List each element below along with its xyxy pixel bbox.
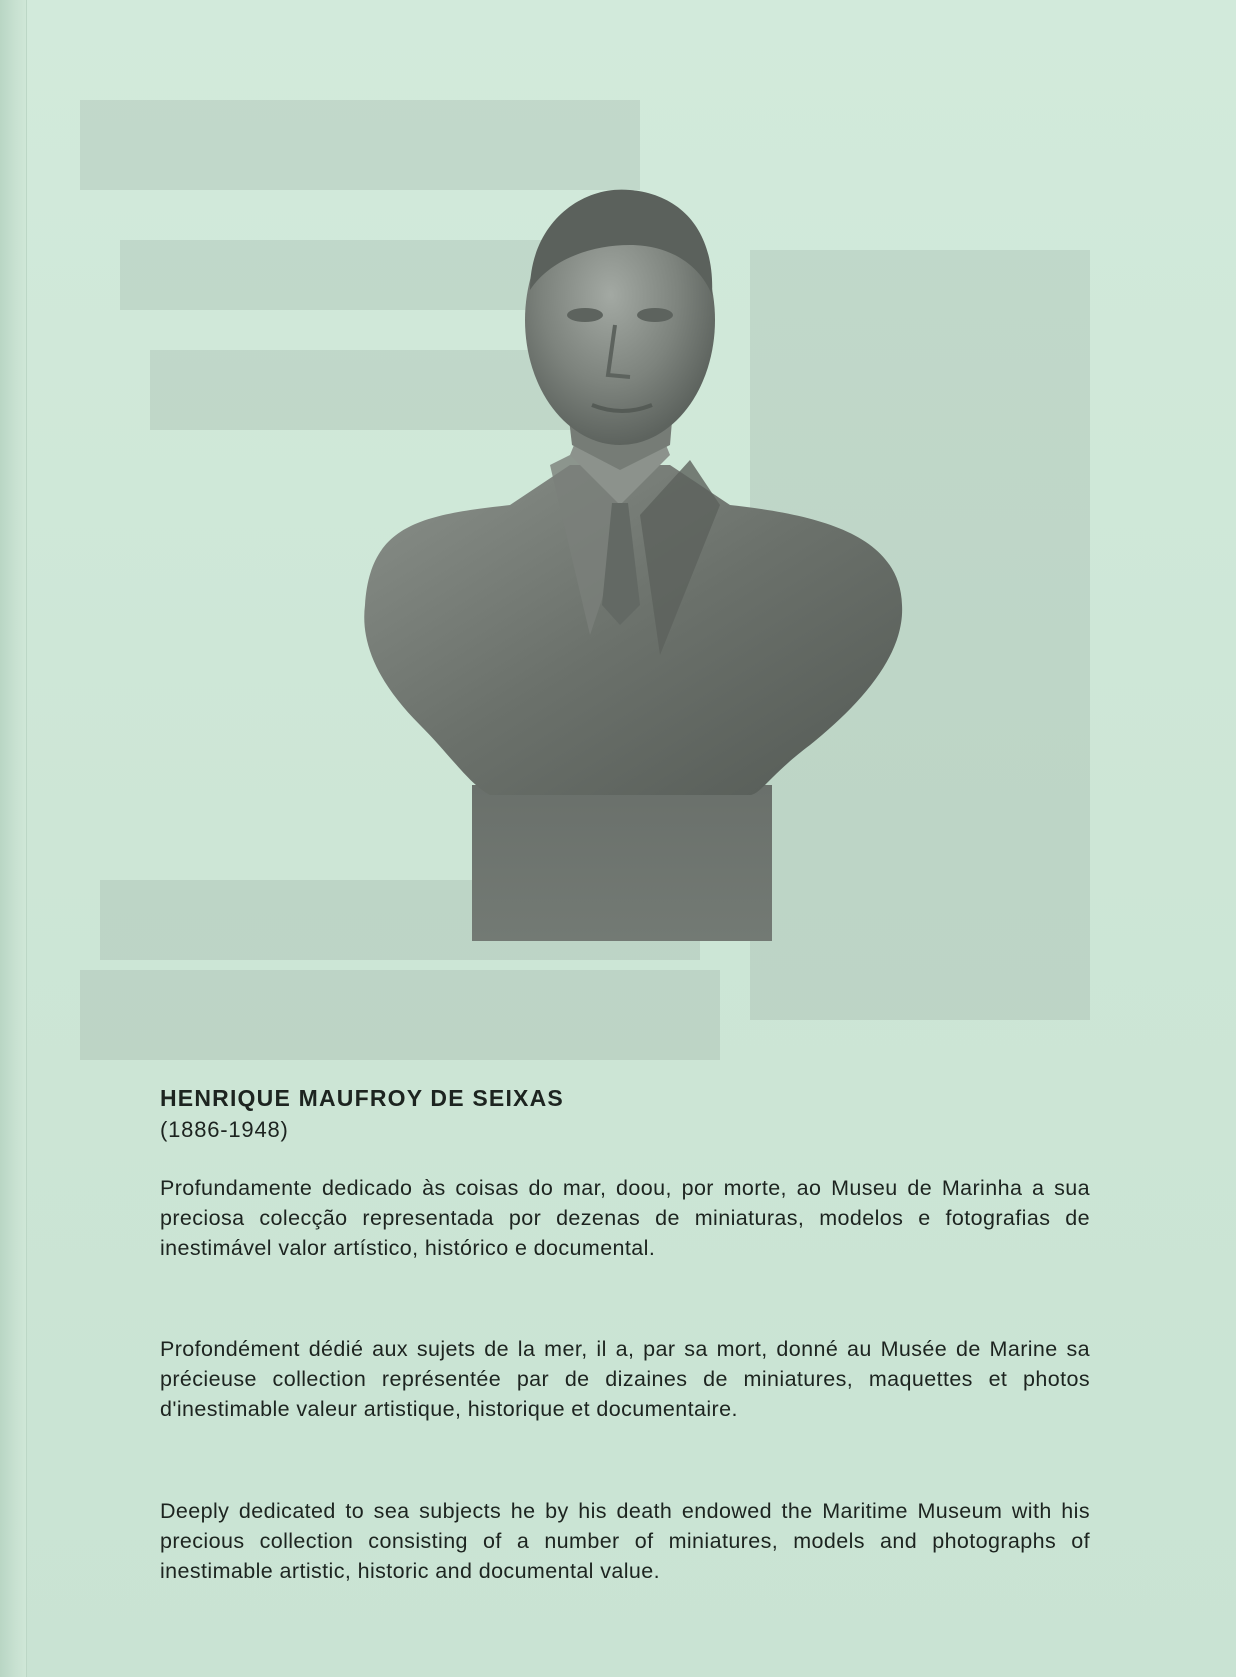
bronze-bust-icon xyxy=(340,185,920,945)
paragraph-english: Deeply dedicated to sea subjects he by his death endowed the Maritime Museum with his precious collection consisting of a number of miniatures, models and photographs of inestimable artistic, historic and documental value. xyxy=(160,1499,1090,1583)
portrait-heading: HENRIQUE MAUFROY DE SEIXAS xyxy=(160,1085,564,1111)
binding-spine xyxy=(0,0,27,1677)
portrait-dates: (1886-1948) xyxy=(160,1117,289,1142)
paragraph-french: Profondément dédié aux sujets de la mer, il a, par sa mort, donné au Musée de Marine sa précieuse collection représentée par de dizaines de miniatures, maquettes et photos d'inestimable valeur artistique, historique et documentaire. xyxy=(160,1337,1090,1421)
paragraph-portuguese: Profundamente dedicado às coisas do mar, doou, por morte, ao Museu de Marinha a sua preciosa colecção representada por dezenas de miniaturas, modelos e fotografias de inestimável valor artístico, histórico e documental. xyxy=(160,1176,1090,1260)
